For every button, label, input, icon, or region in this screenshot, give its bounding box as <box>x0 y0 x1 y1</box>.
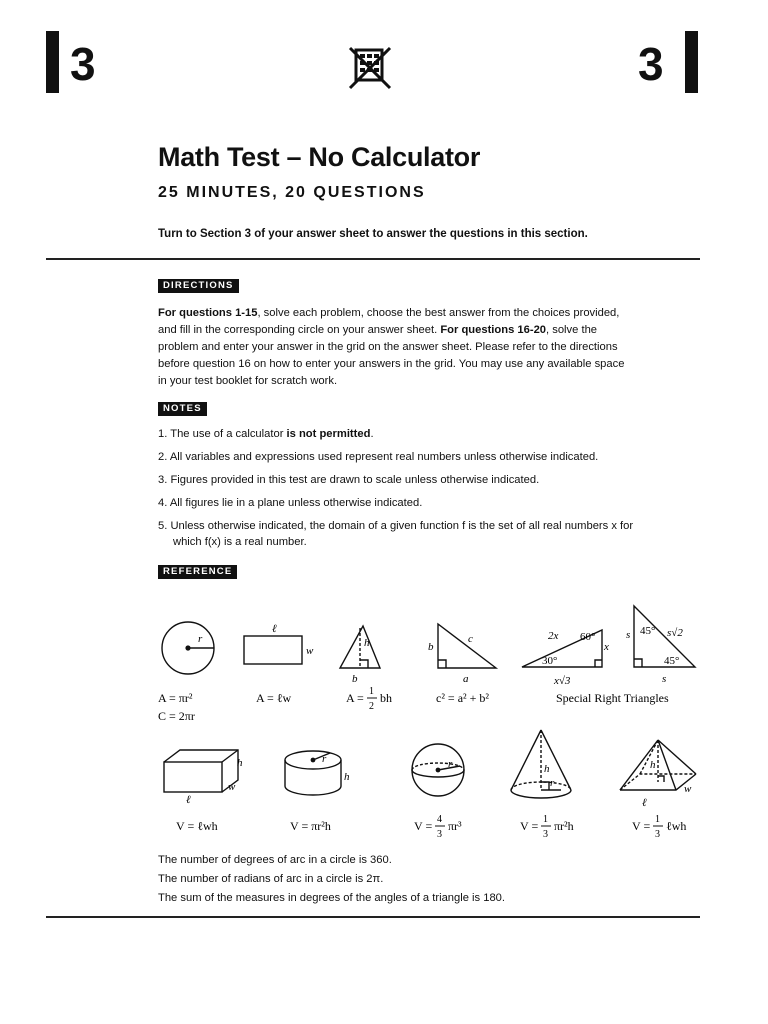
reference-label: REFERENCE <box>158 565 237 579</box>
note-item: 1. The use of a calculator is not permitted. <box>158 428 374 440</box>
svg-text:πr³: πr³ <box>448 819 462 833</box>
svg-text:s: s <box>626 629 631 641</box>
fact-line: The sum of the measures in degrees of the angles of a triangle is 180. <box>158 892 506 904</box>
directions-q2-bold: For questions 16-20 <box>440 324 547 336</box>
bottom-divider <box>46 916 700 918</box>
svg-text:h: h <box>344 771 350 783</box>
directions-q1-bold: For questions 1-15 <box>158 307 258 319</box>
svg-text:ℓ: ℓ <box>272 623 277 635</box>
svg-text:w: w <box>306 645 314 657</box>
cone-figure <box>511 730 571 798</box>
section-number-right: 3 <box>638 38 664 90</box>
svg-text:x√3: x√3 <box>554 675 571 687</box>
svg-text:45°: 45° <box>640 625 656 637</box>
section-bar-left <box>46 31 59 93</box>
svg-text:A =: A = <box>346 691 364 705</box>
svg-text:ℓ: ℓ <box>186 794 191 806</box>
svg-text:3: 3 <box>655 829 660 840</box>
directions-label: DIRECTIONS <box>158 279 239 293</box>
svg-text:h: h <box>237 757 243 769</box>
svg-text:πr²h: πr²h <box>554 819 574 833</box>
svg-text:V =: V = <box>632 819 651 833</box>
svg-text:V = ℓwh: V = ℓwh <box>176 819 218 833</box>
svg-text:h: h <box>364 637 370 649</box>
directions-q1-text: , solve each problem, choose the best answer from the choices provided, and fill in the corresponding circle on your answer sheet. <box>158 307 620 336</box>
section-number-left: 3 <box>70 38 96 90</box>
reference-facts <box>158 851 505 908</box>
svg-text:b: b <box>428 641 434 653</box>
intro-text: Turn to Section 3 of your answer sheet to answer the questions in this section. <box>158 228 588 240</box>
note-item: 4. All figures lie in a plane unless otherwise indicated. <box>158 497 423 509</box>
note-item: 2. All variables and expressions used represent real numbers unless otherwise indicated. <box>158 451 599 463</box>
reference-figures <box>140 596 710 846</box>
svg-text:45°: 45° <box>664 655 680 667</box>
triangle-figure <box>340 626 380 668</box>
note-item: 3. Figures provided in this test are drawn to scale unless otherwise indicated. <box>158 474 540 486</box>
svg-text:V =: V = <box>414 819 433 833</box>
fact-line: The number of degrees of arc in a circle is 360. <box>158 854 392 866</box>
svg-text:r: r <box>448 758 453 770</box>
svg-text:c² = a² + b²: c² = a² + b² <box>436 691 489 705</box>
svg-text:ℓ: ℓ <box>642 797 647 809</box>
svg-text:V = πr²h: V = πr²h <box>290 819 331 833</box>
svg-text:c: c <box>468 633 473 645</box>
svg-text:C = 2πr: C = 2πr <box>158 709 195 723</box>
svg-text:a: a <box>463 673 469 685</box>
svg-text:s√2: s√2 <box>667 627 683 639</box>
svg-text:2x: 2x <box>548 630 559 642</box>
directions-q2-text: , solve the problem and enter your answer in the grid on the answer sheet. Please refer to the directions before question 16 on how to enter your answers in the grid. You may use any available space in your test booklet for scratch work. <box>158 324 625 387</box>
svg-text:s: s <box>662 673 667 685</box>
svg-text:h: h <box>544 763 550 775</box>
section-bar-right <box>685 31 698 93</box>
svg-text:A = ℓw: A = ℓw <box>256 691 292 705</box>
svg-text:3: 3 <box>437 829 442 840</box>
svg-text:h: h <box>650 759 656 771</box>
page-subtitle: 25 MINUTES, 20 QUESTIONS <box>158 184 426 201</box>
svg-text:30°: 30° <box>542 655 558 667</box>
notes-list <box>158 426 648 557</box>
notes-label: NOTES <box>158 402 207 416</box>
rectangle-figure <box>244 636 302 664</box>
svg-text:1: 1 <box>369 686 374 697</box>
svg-text:1: 1 <box>543 814 548 825</box>
fact-line: The number of radians of arc in a circle is 2π. <box>158 873 384 885</box>
directions-text <box>158 305 628 390</box>
cylinder-figure <box>285 751 341 795</box>
svg-text:x: x <box>604 641 609 653</box>
svg-text:2: 2 <box>369 701 374 712</box>
svg-text:ℓwh: ℓwh <box>666 819 687 833</box>
svg-text:w: w <box>684 783 692 795</box>
svg-text:3: 3 <box>543 829 548 840</box>
box-figure <box>164 750 238 792</box>
page-title: Math Test – No Calculator <box>158 142 481 172</box>
svg-text:r: r <box>550 777 555 789</box>
no-calculator-icon <box>346 46 394 97</box>
note-item: 5. Unless otherwise indicated, the domain of a given function f is the set of all real numbers x for which f(x) is a real number. <box>158 520 634 548</box>
svg-text:w: w <box>228 781 236 793</box>
svg-text:bh: bh <box>380 691 392 705</box>
svg-text:60°: 60° <box>580 631 596 643</box>
svg-text:r: r <box>198 633 203 645</box>
svg-text:A = πr²: A = πr² <box>158 691 193 705</box>
svg-text:V =: V = <box>520 819 539 833</box>
svg-text:b: b <box>352 673 358 685</box>
svg-text:Special Right Triangles: Special Right Triangles <box>556 691 669 705</box>
svg-text:1: 1 <box>655 814 660 825</box>
top-divider <box>46 258 700 260</box>
svg-text:r: r <box>322 753 327 765</box>
svg-text:4: 4 <box>437 814 442 825</box>
